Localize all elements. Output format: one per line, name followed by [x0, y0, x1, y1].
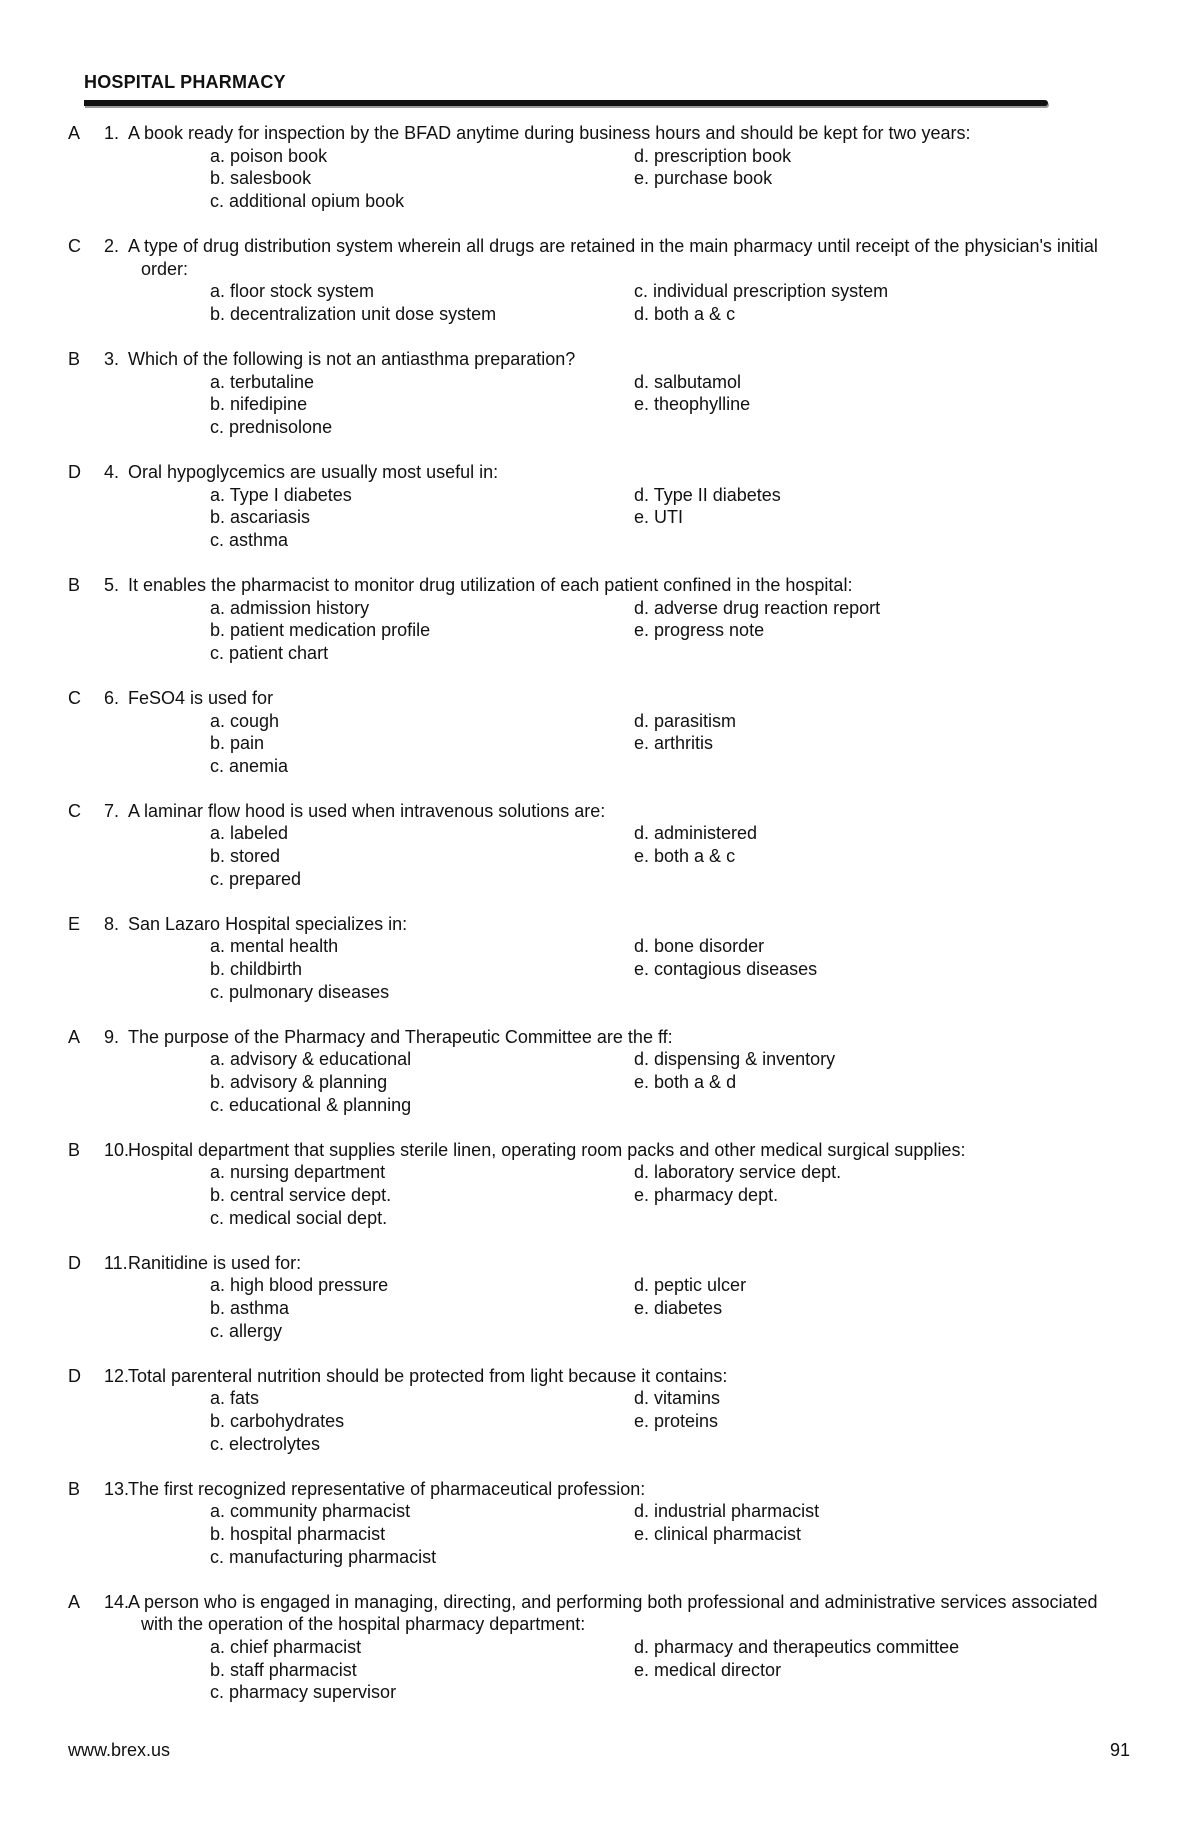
option-d: d. industrial pharmacist: [634, 1501, 820, 1522]
option-e: e. theophylline: [634, 394, 751, 415]
question-number: 12.: [104, 1365, 130, 1386]
question-8: [68, 913, 1128, 1003]
option-b: b. decentralization unit dose system: [210, 303, 497, 324]
option-e: e. arthritis: [634, 733, 714, 754]
option-b: b. childbirth: [210, 959, 303, 980]
option-c: c. prednisolone: [210, 416, 333, 437]
answer-key: D: [68, 1252, 81, 1273]
option-d: d. vitamins: [634, 1388, 721, 1409]
question-text: The purpose of the Pharmacy and Therapeutic Committee are the ff:: [128, 1026, 673, 1047]
question-text: Hospital department that supplies sterile linen, operating room packs and other medical surgical supplies:: [128, 1139, 966, 1160]
option-c: c. allergy: [210, 1320, 283, 1341]
option-a: a. Type I diabetes: [210, 484, 352, 505]
option-e: e. both a & d: [634, 1072, 737, 1093]
option-a: a. mental health: [210, 936, 339, 957]
option-a: a. terbutaline: [210, 371, 315, 392]
question-number: 7.: [104, 800, 120, 821]
option-b: b. asthma: [210, 1298, 290, 1319]
option-a: a. labeled: [210, 823, 289, 844]
option-e: e. medical director: [634, 1659, 782, 1680]
page-title: HOSPITAL PHARMACY: [84, 72, 286, 92]
question-text: FeSO4 is used for: [128, 687, 274, 708]
option-e: e. both a & c: [634, 846, 736, 867]
question-text: It enables the pharmacist to monitor drug utilization of each patient confined in the hospital:: [128, 574, 853, 595]
option-c: c. pulmonary diseases: [210, 981, 390, 1002]
question-9: [68, 1026, 1128, 1116]
footer-url[interactable]: www.brex.us: [68, 1740, 171, 1760]
option-b: b. staff pharmacist: [210, 1659, 357, 1680]
option-d: d. parasitism: [634, 710, 737, 731]
option-b: b. advisory & planning: [210, 1072, 388, 1093]
question-2: [68, 235, 1128, 325]
option-a: a. high blood pressure: [210, 1275, 389, 1296]
option-e: e. progress note: [634, 620, 765, 641]
question-number: 14.: [104, 1591, 130, 1612]
question-11: [68, 1252, 1128, 1342]
option-b: b. central service dept.: [210, 1185, 392, 1206]
answer-key: C: [68, 235, 81, 256]
question-text: Which of the following is not an antiasthma preparation?: [128, 348, 576, 369]
question-text: A book ready for inspection by the BFAD anytime during business hours and should be kept for two years:: [128, 123, 971, 143]
option-d: d. bone disorder: [634, 936, 765, 957]
question-number: 11.: [104, 1252, 128, 1273]
question-text: A type of drug distribution system wherein all drugs are retained in the main pharmacy until receipt of the physician's initial order:: [128, 235, 1098, 279]
answer-key: B: [68, 574, 81, 595]
answer-key: A: [68, 1591, 81, 1612]
answer-key: E: [68, 913, 81, 934]
question-text: Ranitidine is used for:: [128, 1252, 302, 1273]
question-number: 13.: [104, 1478, 130, 1499]
option-c: c. anemia: [210, 755, 289, 776]
question-number: 3.: [104, 348, 120, 369]
option-a: a. poison book: [210, 145, 328, 166]
option-d: d. peptic ulcer: [634, 1275, 747, 1296]
answer-key: B: [68, 1478, 81, 1499]
option-d: d. prescription book: [634, 145, 792, 166]
question-number: 1.: [104, 123, 120, 143]
question-13: [68, 1478, 1128, 1568]
question-1: [68, 122, 1128, 212]
question-text: The first recognized representative of pharmaceutical profession:: [128, 1478, 646, 1499]
option-c: c. asthma: [210, 529, 289, 550]
option-b: b. nifedipine: [210, 394, 308, 415]
option-d: d. laboratory service dept.: [634, 1162, 842, 1183]
option-a: a. cough: [210, 710, 280, 731]
option-c: c. additional opium book: [210, 190, 405, 211]
answer-key: C: [68, 687, 81, 708]
option-e: e. pharmacy dept.: [634, 1185, 779, 1206]
option-d: d. Type II diabetes: [634, 484, 781, 505]
question-4: [68, 461, 1128, 551]
option-c: c. individual prescription system: [634, 281, 889, 302]
option-d: d. adverse drug reaction report: [634, 597, 881, 618]
question-3: [68, 348, 1128, 438]
question-5: [68, 574, 1128, 664]
option-e: e. clinical pharmacist: [634, 1523, 802, 1544]
option-d: d. administered: [634, 823, 758, 844]
question-number: 5.: [104, 574, 120, 595]
answer-key: C: [68, 800, 81, 821]
answer-key: D: [68, 1365, 81, 1386]
question-number: 2.: [104, 235, 120, 256]
page-number: 91: [1109, 1740, 1130, 1760]
question-12: [68, 1365, 1128, 1455]
option-c: c. educational & planning: [210, 1094, 412, 1115]
question-7: [68, 800, 1128, 890]
option-d: d. dispensing & inventory: [634, 1049, 836, 1070]
question-text: Total parenteral nutrition should be protected from light because it contains:: [128, 1365, 728, 1386]
option-d: d. both a & c: [634, 303, 736, 324]
question-number: 6.: [104, 687, 120, 708]
question-number: 10.: [104, 1139, 130, 1160]
option-e: e. proteins: [634, 1411, 719, 1431]
option-b: b. ascariasis: [210, 507, 311, 528]
question-text: A laminar flow hood is used when intravenous solutions are:: [128, 800, 606, 821]
answer-key: A: [68, 123, 81, 143]
option-a: a. fats: [210, 1388, 260, 1409]
question-number: 4.: [104, 461, 120, 482]
option-e: e. UTI: [634, 507, 684, 528]
answer-key: D: [68, 461, 81, 482]
option-c: c. prepared: [210, 868, 302, 889]
option-c: c. medical social dept.: [210, 1207, 388, 1228]
option-b: b. stored: [210, 846, 281, 867]
answer-key: A: [68, 1026, 81, 1047]
question-text: Oral hypoglycemics are usually most useful in:: [128, 461, 499, 482]
question-6: [68, 687, 1128, 777]
question-text: San Lazaro Hospital specializes in:: [128, 913, 408, 934]
option-c: c. pharmacy supervisor: [210, 1682, 397, 1703]
option-a: a. advisory & educational: [210, 1049, 412, 1070]
option-a: a. admission history: [210, 597, 370, 618]
question-14: [68, 1591, 1128, 1704]
title-rule: [84, 100, 1048, 106]
option-a: a. community pharmacist: [210, 1501, 411, 1522]
question-list: [68, 122, 1128, 1726]
option-d: d. pharmacy and therapeutics committee: [634, 1636, 960, 1657]
option-b: b. hospital pharmacist: [210, 1523, 386, 1544]
option-a: a. chief pharmacist: [210, 1636, 362, 1657]
question-number: 9.: [104, 1026, 120, 1047]
question-10: [68, 1139, 1128, 1229]
answer-key: B: [68, 348, 81, 369]
option-b: b. patient medication profile: [210, 620, 431, 641]
option-b: b. carbohydrates: [210, 1411, 345, 1431]
option-a: a. nursing department: [210, 1162, 386, 1183]
option-e: e. diabetes: [634, 1298, 723, 1319]
option-c: c. manufacturing pharmacist: [210, 1546, 437, 1567]
answer-key: B: [68, 1139, 81, 1160]
option-c: c. electrolytes: [210, 1433, 321, 1454]
option-e: e. purchase book: [634, 168, 773, 189]
question-text: A person who is engaged in managing, directing, and performing both professional and administrative services associated with the operation of the hospital pharmacy department:: [128, 1591, 1098, 1635]
option-b: b. salesbook: [210, 168, 312, 189]
option-e: e. contagious diseases: [634, 959, 818, 980]
option-d: d. salbutamol: [634, 371, 742, 392]
option-a: a. floor stock system: [210, 281, 375, 302]
question-number: 8.: [104, 913, 120, 934]
option-c: c. patient chart: [210, 642, 329, 663]
option-b: b. pain: [210, 733, 265, 754]
